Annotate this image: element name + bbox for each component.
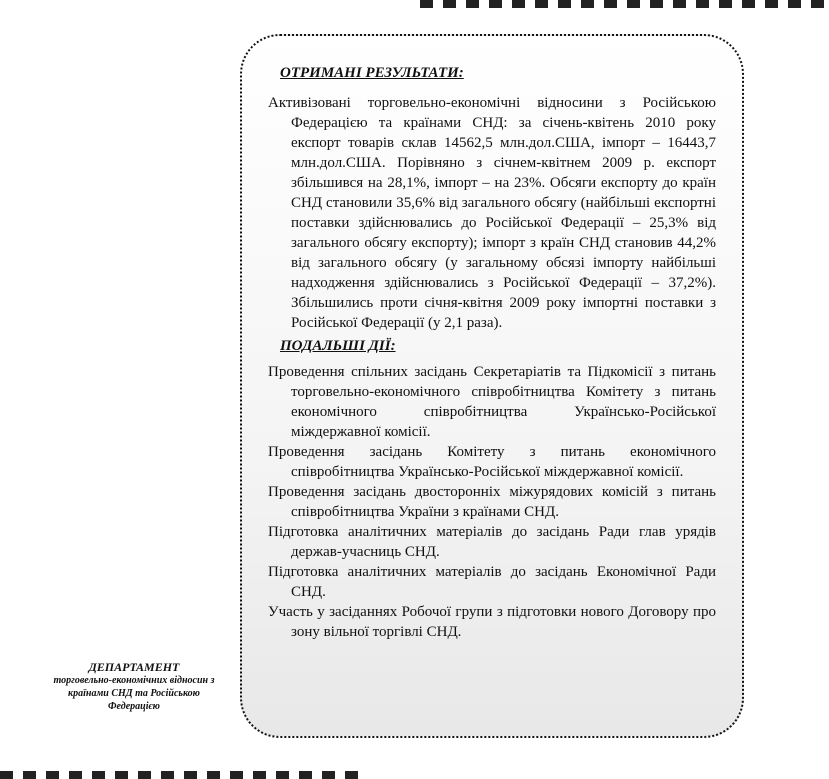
panel-content xyxy=(268,63,716,642)
results-heading: ОТРИМАНІ РЕЗУЛЬТАТИ: xyxy=(280,65,464,81)
top-dashed-border xyxy=(420,0,829,8)
department-caption xyxy=(44,660,224,713)
department-title: ДЕПАРТАМЕНТ xyxy=(88,660,180,674)
action-item: Підготовка аналітичних матеріалів до засідань Ради глав урядів держав-учасниць СНД. xyxy=(268,524,716,560)
action-item: Проведення засідань двосторонніх міжурядових комісій з питань співробітництва України з країнами СНД. xyxy=(268,484,716,520)
bottom-dashed-border xyxy=(0,771,356,779)
department-subtitle: торговельно-економічних відносин з країнами СНД та Російською Федерацією xyxy=(53,675,215,712)
results-paragraph: Активізовані торговельно-економічні відносини з Російською Федерацією та країнами СНД: за січень-квітень 2010 року експорт товарів склав 14562,5 млн.дол.США, імпорт – 16443,7 млн.дол.США. Порівняно з січнем-квітнем 2009 р. експорт збільшився на 28,1%, імпорт – на 23%. Обсяги експорту до країн СНД становили 35,6% від загального обсягу (найбільші експортні поставки здійснювались до Російської Федерації – 25,3% від загального обсягу експорту); імпорт з країн СНД становив 44,2% від загального обсягу (у загальному обсязі імпорту найбільші надходження здійснювались з Російської Федерації – 37,2%). Збільшились проти січня-квітня 2009 року імпортні поставки з Російської Федерації (у 2,1 раза). xyxy=(268,95,716,331)
action-item: Підготовка аналітичних матеріалів до засідань Економічної Ради СНД. xyxy=(268,564,716,600)
bottom-border-tick xyxy=(356,771,358,779)
actions-heading: ПОДАЛЬШІ ДІЇ: xyxy=(280,338,396,354)
action-item: Проведення спільних засідань Секретаріатів та Підкомісії з питань торговельно-економічного співробітництва Комітету з питань економічного співробітництва Українсько-Російської міждержавної комісії. xyxy=(268,364,716,440)
action-item: Участь у засіданнях Робочої групи з підготовки нового Договору про зону вільної торгівлі СНД. xyxy=(268,604,716,640)
action-item: Проведення засідань Комітету з питань економічного співробітництва Українсько-Російської міждержавної комісії. xyxy=(268,444,716,480)
